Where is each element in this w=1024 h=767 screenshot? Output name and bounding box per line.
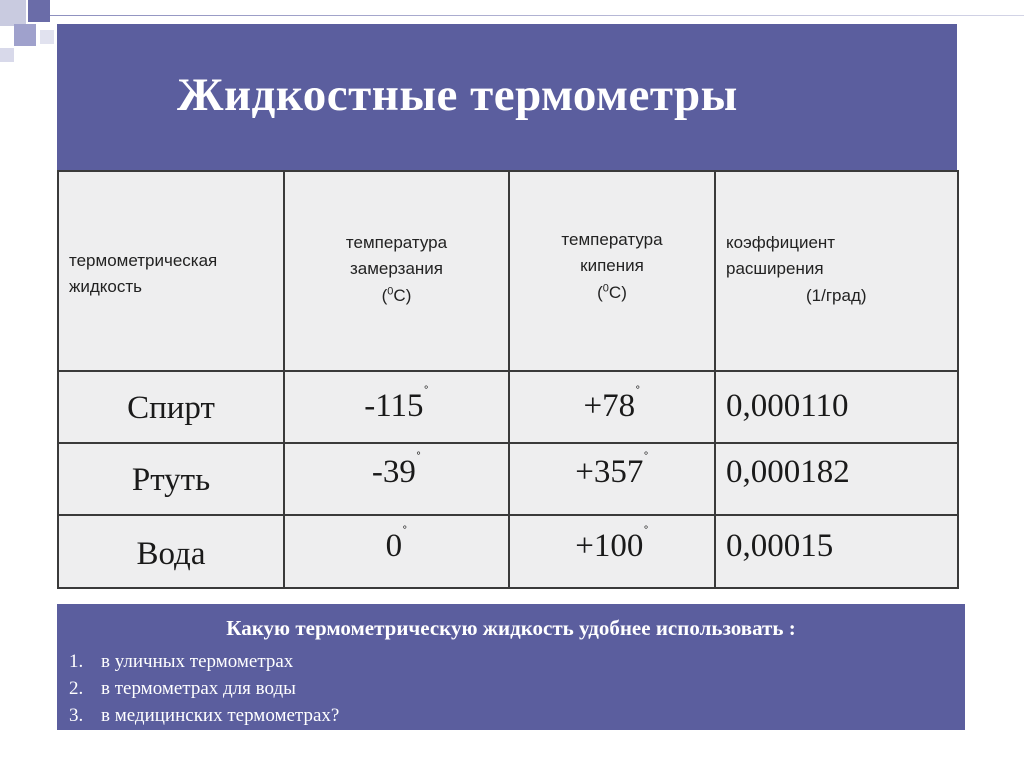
decor-line (50, 15, 1024, 16)
question-title: Какую термометрическую жидкость удобнее использовать : (226, 616, 796, 640)
cell-coefficient: 0,00015 (715, 515, 958, 588)
question-box (57, 604, 965, 730)
list-item (69, 648, 339, 675)
decor-square (28, 0, 50, 22)
list-item (69, 702, 339, 729)
list-item-text: в уличных термометрах (101, 651, 294, 672)
header-freezing-unit: ($^0$С) (381, 285, 412, 305)
header-coefficient-unit: (1/град) (806, 285, 867, 305)
decor-square (14, 24, 36, 46)
list-item-number: 1. (69, 651, 84, 672)
header-liquid-line1: термометрическая (69, 251, 218, 270)
table-header-row (58, 171, 958, 371)
title-bar (57, 24, 957, 170)
cell-freezing: -39˚ (284, 443, 509, 515)
cell-liquid-name: Ртуть (58, 443, 284, 515)
decor-square (40, 30, 54, 44)
header-boiling-unit: ($^0$С) (597, 282, 627, 302)
cell-boiling: +78˚ (509, 371, 715, 443)
table-row (58, 371, 958, 443)
header-freezing-line1: температура (345, 233, 448, 252)
table-row (58, 515, 958, 588)
header-freezing (284, 171, 509, 371)
list-item-number: 3. (69, 705, 84, 726)
decor-square (0, 0, 26, 26)
header-coefficient-line1: коэффициент (726, 233, 836, 252)
cell-freezing: -115˚ (284, 371, 509, 443)
thermometer-table (57, 170, 957, 587)
cell-boiling: +100˚ (509, 515, 715, 588)
header-boiling-line2: кипения (580, 256, 644, 276)
header-boiling (509, 171, 715, 371)
cell-coefficient: 0,000110 (715, 371, 958, 443)
list-item (69, 675, 339, 702)
table-row (58, 443, 958, 515)
list-item-text: в термометрах для воды (101, 678, 296, 699)
slide-title: Жидкостные термометры (177, 69, 738, 121)
data-table (57, 170, 959, 589)
list-item-number: 2. (69, 678, 84, 699)
cell-liquid-name: Вода (58, 515, 284, 588)
cell-boiling: +357˚ (509, 443, 715, 515)
list-item-text: в медицинских термометрах? (101, 705, 340, 726)
header-coefficient (715, 171, 958, 371)
header-liquid (58, 171, 284, 371)
question-list (69, 648, 339, 729)
header-freezing-line2: замерзания (350, 259, 443, 279)
cell-coefficient: 0,000182 (715, 443, 958, 515)
cell-liquid-name: Спирт (58, 371, 284, 443)
cell-freezing: 0˚ (284, 515, 509, 588)
header-liquid-line2: жидкость (69, 277, 143, 297)
decor-square (0, 48, 14, 62)
header-boiling-line1: температура (561, 230, 663, 249)
header-coefficient-line2: расширения (726, 259, 824, 279)
